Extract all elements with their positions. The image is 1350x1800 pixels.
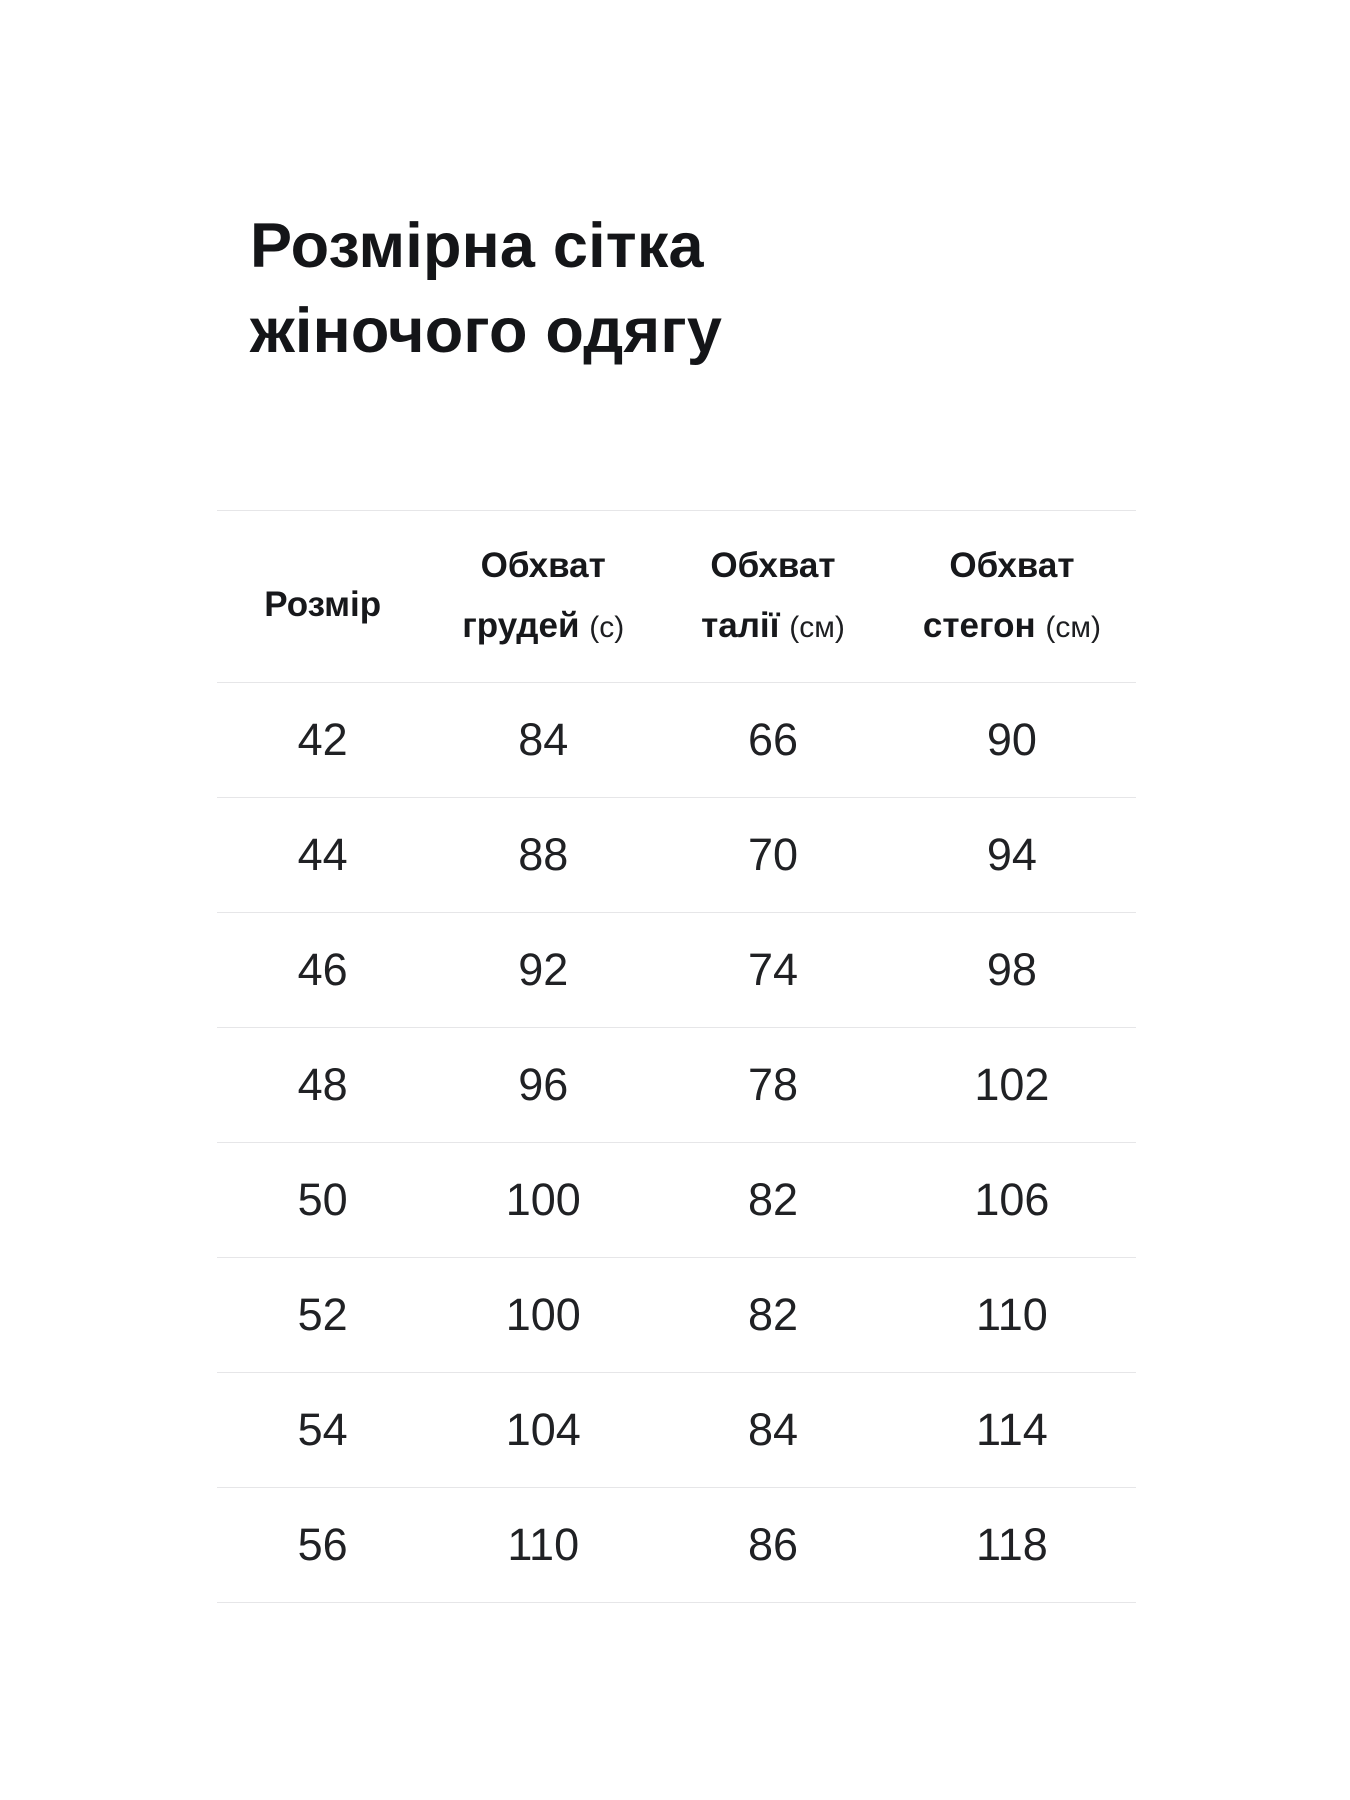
cell-waist: 78: [658, 1028, 888, 1143]
cell-waist: 70: [658, 798, 888, 913]
col-header-chest-unit: (с): [589, 610, 625, 644]
cell-size: 56: [217, 1488, 428, 1603]
page-title: [250, 204, 722, 374]
table-row: [217, 1488, 1136, 1603]
col-header-hips-word1: Обхват: [949, 545, 1075, 585]
cell-waist: 82: [658, 1143, 888, 1258]
cell-chest: 84: [428, 683, 658, 798]
cell-waist: 86: [658, 1488, 888, 1603]
cell-chest: 110: [428, 1488, 658, 1603]
col-header-hips-word2: стегон: [922, 605, 1036, 645]
table-row: [217, 1143, 1136, 1258]
cell-hips: 106: [888, 1143, 1136, 1258]
cell-waist: 74: [658, 913, 888, 1028]
col-header-chest-word1: Обхват: [480, 545, 606, 585]
cell-waist: 82: [658, 1258, 888, 1373]
cell-chest: 104: [428, 1373, 658, 1488]
cell-size: 50: [217, 1143, 428, 1258]
cell-hips: 98: [888, 913, 1136, 1028]
cell-waist: 84: [658, 1373, 888, 1488]
cell-size: 44: [217, 798, 428, 913]
cell-chest: 88: [428, 798, 658, 913]
cell-chest: 92: [428, 913, 658, 1028]
cell-hips: 110: [888, 1258, 1136, 1373]
cell-hips: 102: [888, 1028, 1136, 1143]
cell-chest: 100: [428, 1143, 658, 1258]
col-header-waist-word1: Обхват: [710, 545, 836, 585]
cell-hips: 94: [888, 798, 1136, 913]
table-row: [217, 1028, 1136, 1143]
col-header-hips-unit: (см): [1045, 610, 1101, 644]
col-header-size: [217, 511, 428, 683]
cell-size: 42: [217, 683, 428, 798]
size-table-body: [217, 683, 1136, 1603]
cell-hips: 118: [888, 1488, 1136, 1603]
cell-waist: 66: [658, 683, 888, 798]
header-row: [217, 511, 1136, 683]
table-row: [217, 1258, 1136, 1373]
col-header-waist-unit: (см): [789, 610, 845, 644]
cell-chest: 96: [428, 1028, 658, 1143]
col-header-size-label: Розмір: [264, 584, 382, 624]
col-header-waist: [658, 511, 888, 683]
table-row: [217, 798, 1136, 913]
page-title-line1: Розмірна сітка: [250, 211, 704, 281]
table-row: [217, 1373, 1136, 1488]
cell-hips: 90: [888, 683, 1136, 798]
table-row: [217, 683, 1136, 798]
col-header-hips: [888, 511, 1136, 683]
size-table-header: [217, 511, 1136, 683]
cell-hips: 114: [888, 1373, 1136, 1488]
cell-size: 52: [217, 1258, 428, 1373]
col-header-waist-word2: талії: [701, 605, 780, 645]
cell-size: 54: [217, 1373, 428, 1488]
cell-size: 46: [217, 913, 428, 1028]
cell-size: 48: [217, 1028, 428, 1143]
size-table: [217, 510, 1136, 1603]
cell-chest: 100: [428, 1258, 658, 1373]
col-header-chest-word2: грудей: [462, 605, 580, 645]
col-header-chest: [428, 511, 658, 683]
table-row: [217, 913, 1136, 1028]
page-title-line2: жіночого одягу: [250, 296, 723, 366]
